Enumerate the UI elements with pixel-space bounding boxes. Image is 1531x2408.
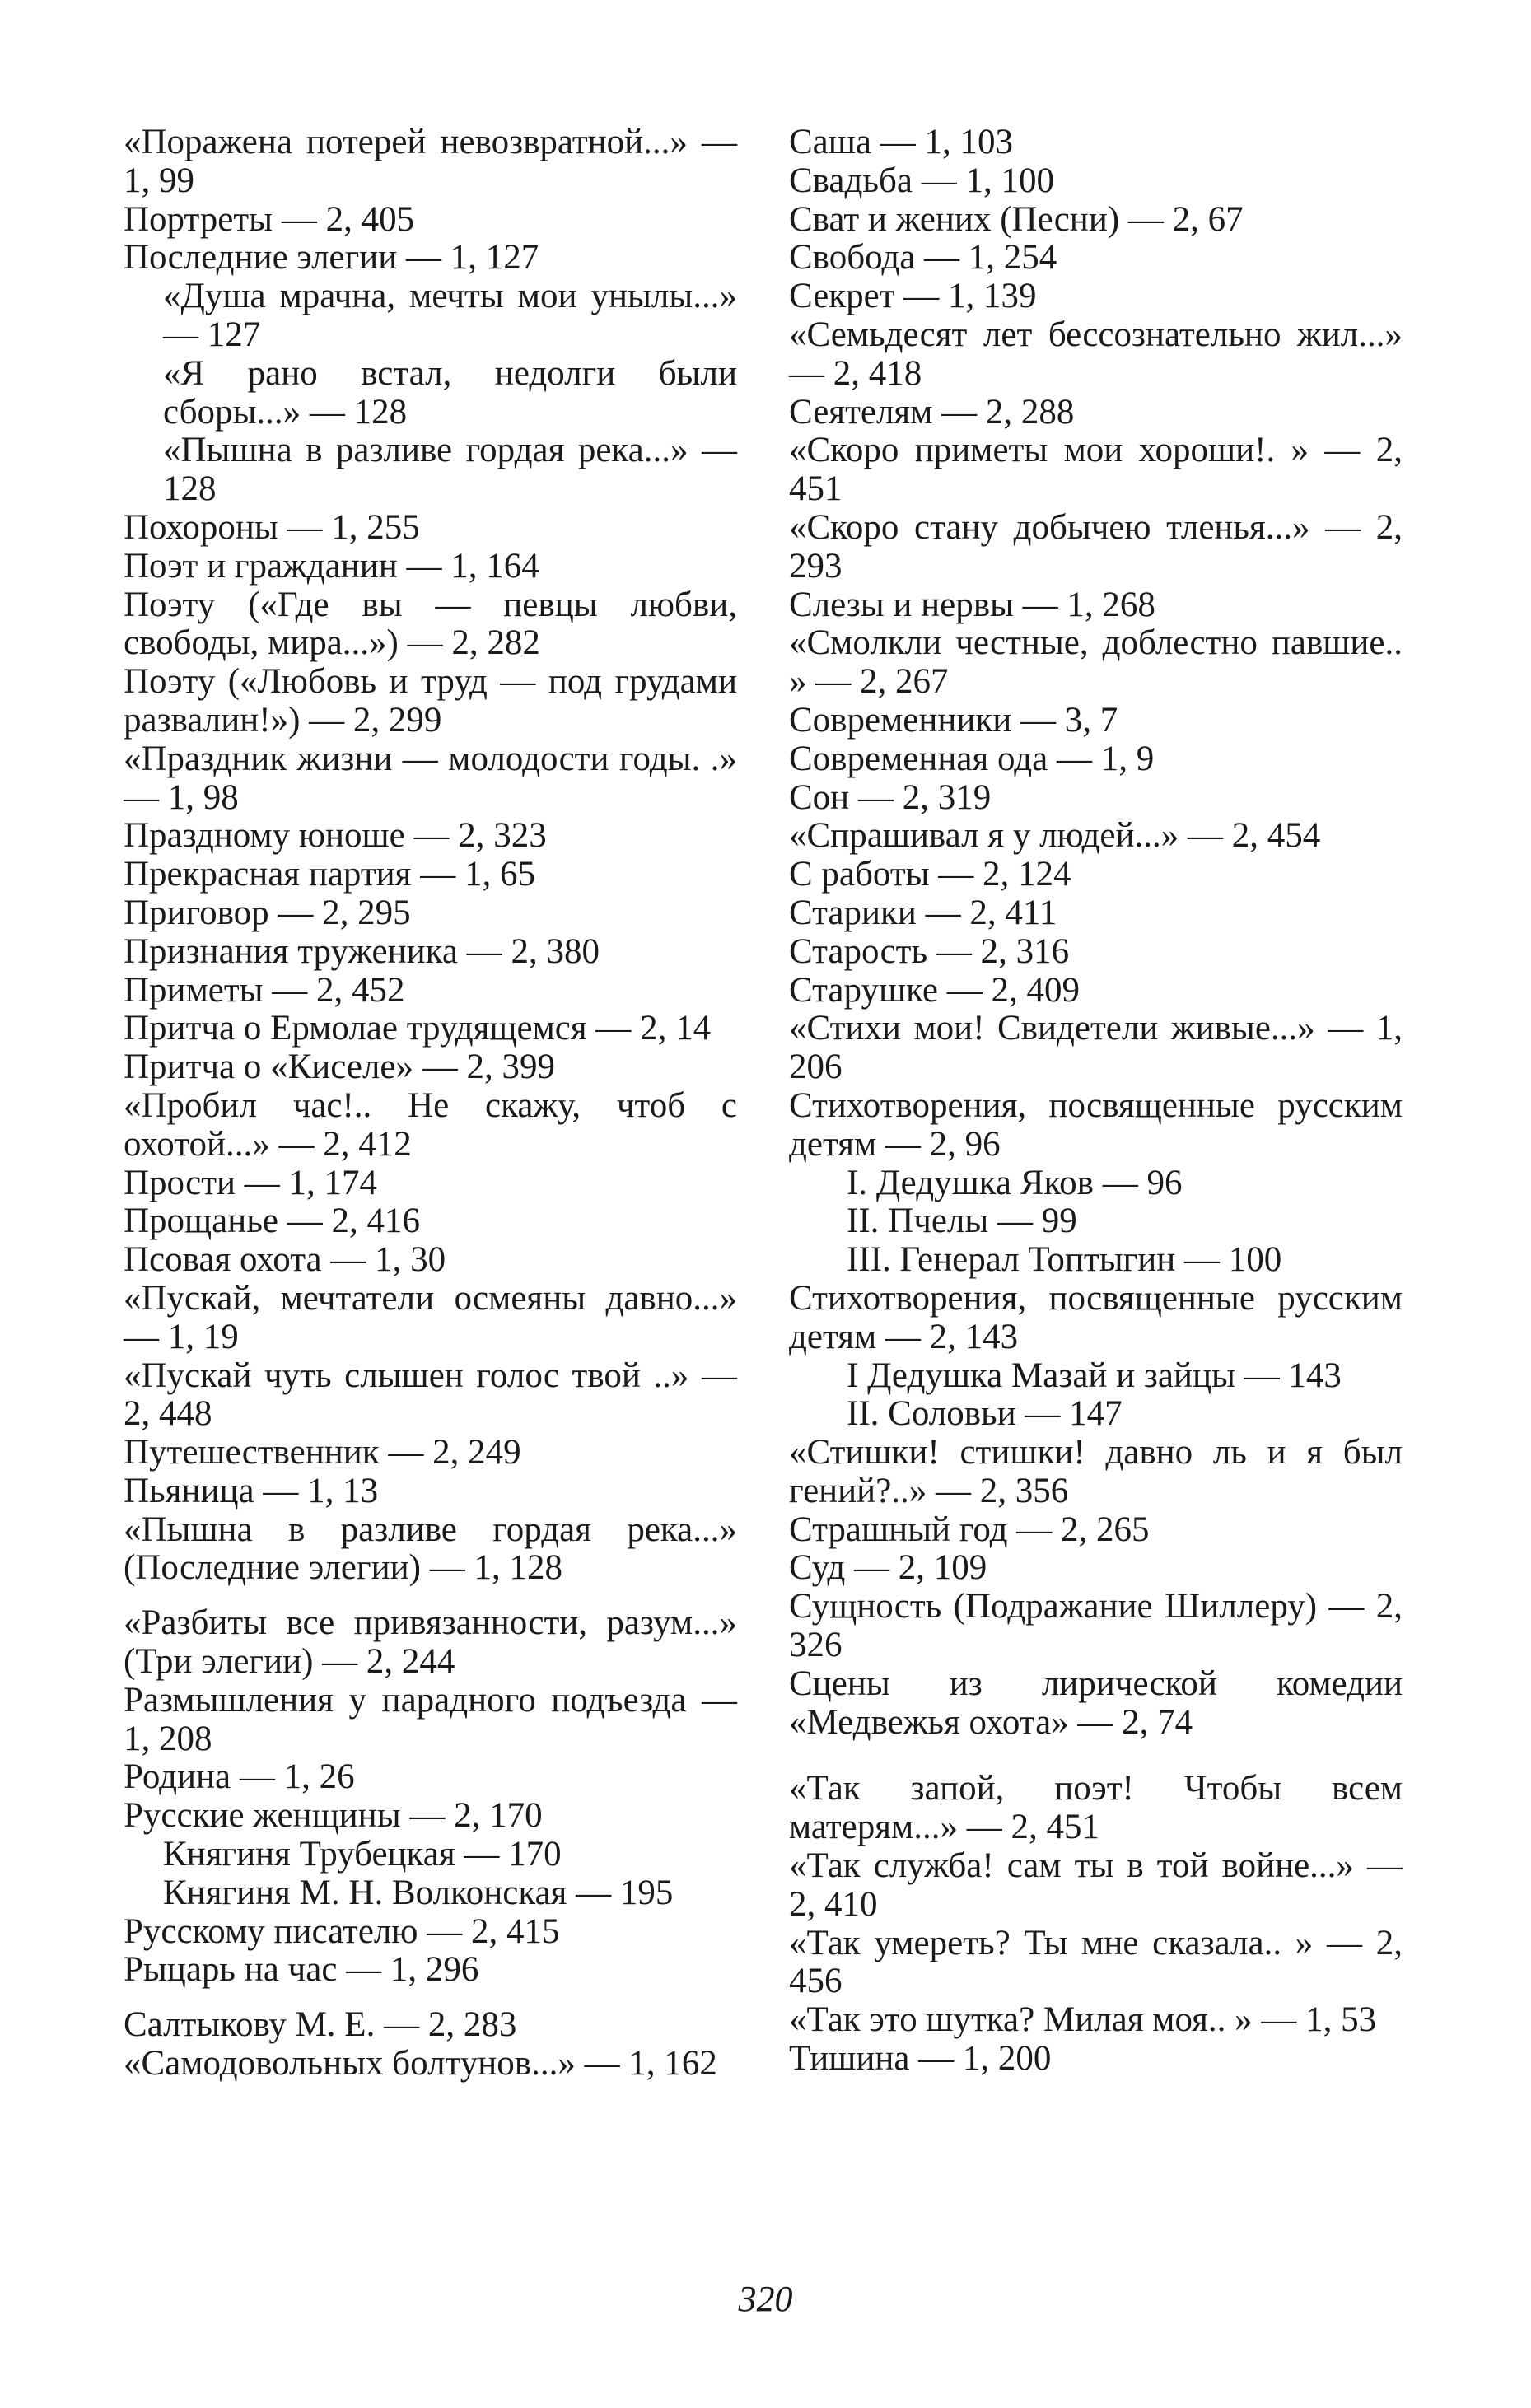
index-subentry: II. Пчелы — 99 xyxy=(847,1202,1077,1241)
index-entry: «Смолкли честные, доблестно павшие.. » — 2, 267 xyxy=(789,623,1403,702)
index-entry: Стихотворения, посвященные русским детям — 2, 96 xyxy=(789,1085,1403,1164)
index-entry: «Разбиты все привязанности, разум...» (Три элегии) — 2, 244 xyxy=(124,1603,737,1682)
index-entry: «Скоро приметы мои хороши!. » — 2, 451 xyxy=(789,431,1403,509)
index-subentry: I. Дедушка Яков — 96 xyxy=(847,1163,1183,1202)
index-subentry: Княгиня Трубецкая — 170 xyxy=(163,1835,562,1874)
index-entry: «Поражена потерей невозвратной...» — 1, 99 xyxy=(124,123,737,200)
index-column-left xyxy=(124,124,737,2084)
index-entry: Похороны — 1, 255 xyxy=(124,507,420,547)
index-entry: Поэту («Где вы — певцы любви, свободы, мира...») — 2, 282 xyxy=(124,585,737,663)
index-entry: Русскому писателю — 2, 415 xyxy=(124,1911,560,1951)
index-entry: С работы — 2, 124 xyxy=(789,855,1071,894)
index-entry: Признания труженика — 2, 380 xyxy=(124,931,600,971)
index-entry: «Спрашивал я у людей...» — 2, 454 xyxy=(789,816,1321,856)
index-entry: Сват и жених (Песни) — 2, 67 xyxy=(789,199,1244,239)
index-subentry: «Душа мрачна, мечты мои унылы...» — 127 xyxy=(163,277,737,354)
index-entry: Приметы — 2, 452 xyxy=(124,970,405,1010)
index-entry: Свадьба — 1, 100 xyxy=(789,161,1054,200)
index-entry: Приговор — 2, 295 xyxy=(124,893,411,932)
index-entry: Стихотворения, посвященные русским детям — 2, 143 xyxy=(789,1278,1403,1356)
index-entry: Свобода — 1, 254 xyxy=(789,238,1057,278)
index-entry: Секрет — 1, 139 xyxy=(789,277,1037,316)
index-entry: Суд — 2, 109 xyxy=(789,1548,987,1588)
index-subentry: Княгиня М. Н. Волконская — 195 xyxy=(163,1873,674,1912)
index-entry: Прощанье — 2, 416 xyxy=(124,1202,420,1241)
index-entry: Старики — 2, 411 xyxy=(789,893,1057,932)
index-entry: Старушке — 2, 409 xyxy=(789,970,1080,1010)
index-entry: Притча о Ермолае трудящемся — 2, 14 xyxy=(124,1009,712,1048)
index-entry: Поэту («Любовь и труд — под грудами развалин!») — 2, 299 xyxy=(124,662,737,740)
index-entry: Праздному юноше — 2, 323 xyxy=(124,816,547,856)
index-entry: Размышления у парадного подъезда — 1, 208 xyxy=(124,1680,737,1758)
index-entry: Прекрасная партия — 1, 65 xyxy=(124,855,535,894)
index-entry: Тишина — 1, 200 xyxy=(789,2039,1052,2079)
index-entry: Путешественник — 2, 249 xyxy=(124,1433,521,1472)
index-entry: Прости — 1, 174 xyxy=(124,1163,378,1202)
index-entry: Русские женщины — 2, 170 xyxy=(124,1796,543,1836)
index-entry: Сеятелям — 2, 288 xyxy=(789,392,1075,432)
index-entry: Псовая охота — 1, 30 xyxy=(124,1240,446,1280)
index-entry: Сцены из лирической комедии «Медвежья охота» — 2, 74 xyxy=(789,1664,1403,1742)
index-entry: «Так запой, поэт! Чтобы всем матерям...» — 2, 451 xyxy=(789,1769,1403,1847)
index-entry: «Так служба! сам ты в той войне...» — 2, 410 xyxy=(789,1846,1403,1924)
index-entry: Современная ода — 1, 9 xyxy=(789,739,1155,778)
index-entry: «Стихи мои! Свидетели живые...» — 1, 206 xyxy=(789,1009,1403,1087)
index-subentry: «Пышна в разливе гордая река...» — 128 xyxy=(163,431,737,509)
index-entry: «Самодовольных болтунов...» — 1, 162 xyxy=(124,2044,717,2084)
index-entry: «Праздник жизни — молодости годы. .» — 1, 98 xyxy=(124,739,737,817)
page-number: 320 xyxy=(738,2279,793,2319)
index-entry: Рыцарь на час — 1, 296 xyxy=(124,1950,479,1990)
index-entry: «Пускай, мечтатели осмеяны давно...» — 1, 19 xyxy=(124,1278,737,1356)
index-entry: Салтыкову М. Е. — 2, 283 xyxy=(124,2005,517,2045)
index-entry: Страшный год — 2, 265 xyxy=(789,1510,1150,1549)
index-subentry: III. Генерал Топтыгин — 100 xyxy=(847,1240,1282,1280)
index-entry: Родина — 1, 26 xyxy=(124,1757,355,1797)
index-subentry: «Я рано встал, недолги были сборы...» — 128 xyxy=(163,353,737,432)
index-subentry: II. Соловьи — 147 xyxy=(847,1394,1123,1434)
index-entry: Поэт и гражданин — 1, 164 xyxy=(124,546,539,586)
index-entry: Старость — 2, 316 xyxy=(789,931,1070,971)
index-entry: Портреты — 2, 405 xyxy=(124,199,415,239)
index-entry: Сущность (Подражание Шиллеру) — 2, 326 xyxy=(789,1587,1403,1665)
index-entry: Современники — 3, 7 xyxy=(789,700,1118,740)
index-entry: «Так это шутка? Милая моя.. » — 1, 53 xyxy=(789,2000,1377,2040)
index-entry: Пьяница — 1, 13 xyxy=(124,1471,379,1510)
index-entry: «Пробил час!.. Не скажу, чтоб с охотой...» — 2, 412 xyxy=(124,1085,737,1164)
index-entry: Последние элегии — 1, 127 xyxy=(124,238,539,278)
index-entry: Сон — 2, 319 xyxy=(789,777,992,817)
index-entry: «Стишки! стишки! давно ль и я был гений?..» — 2, 356 xyxy=(789,1433,1403,1510)
index-entry: «Скоро стану добычею тленья...» — 2, 293 xyxy=(789,507,1403,586)
index-entry: Слезы и нервы — 1, 268 xyxy=(789,585,1155,624)
index-column-right xyxy=(789,124,1403,2079)
index-entry: Саша — 1, 103 xyxy=(789,123,1013,161)
index-entry: «Пышна в разливе гордая река...» (Последние элегии) — 1, 128 xyxy=(124,1510,737,1588)
index-entry: «Семьдесят лет бессознательно жил...» — 2, 418 xyxy=(789,315,1403,393)
index-subentry: I Дедушка Мазай и зайцы — 143 xyxy=(847,1356,1342,1395)
index-entry: Притча о «Киселе» — 2, 399 xyxy=(124,1048,555,1087)
index-entry: «Пускай чуть слышен голос твой ..» — 2, 448 xyxy=(124,1356,737,1434)
index-entry: «Так умереть? Ты мне сказала.. » — 2, 456 xyxy=(789,1923,1403,2001)
